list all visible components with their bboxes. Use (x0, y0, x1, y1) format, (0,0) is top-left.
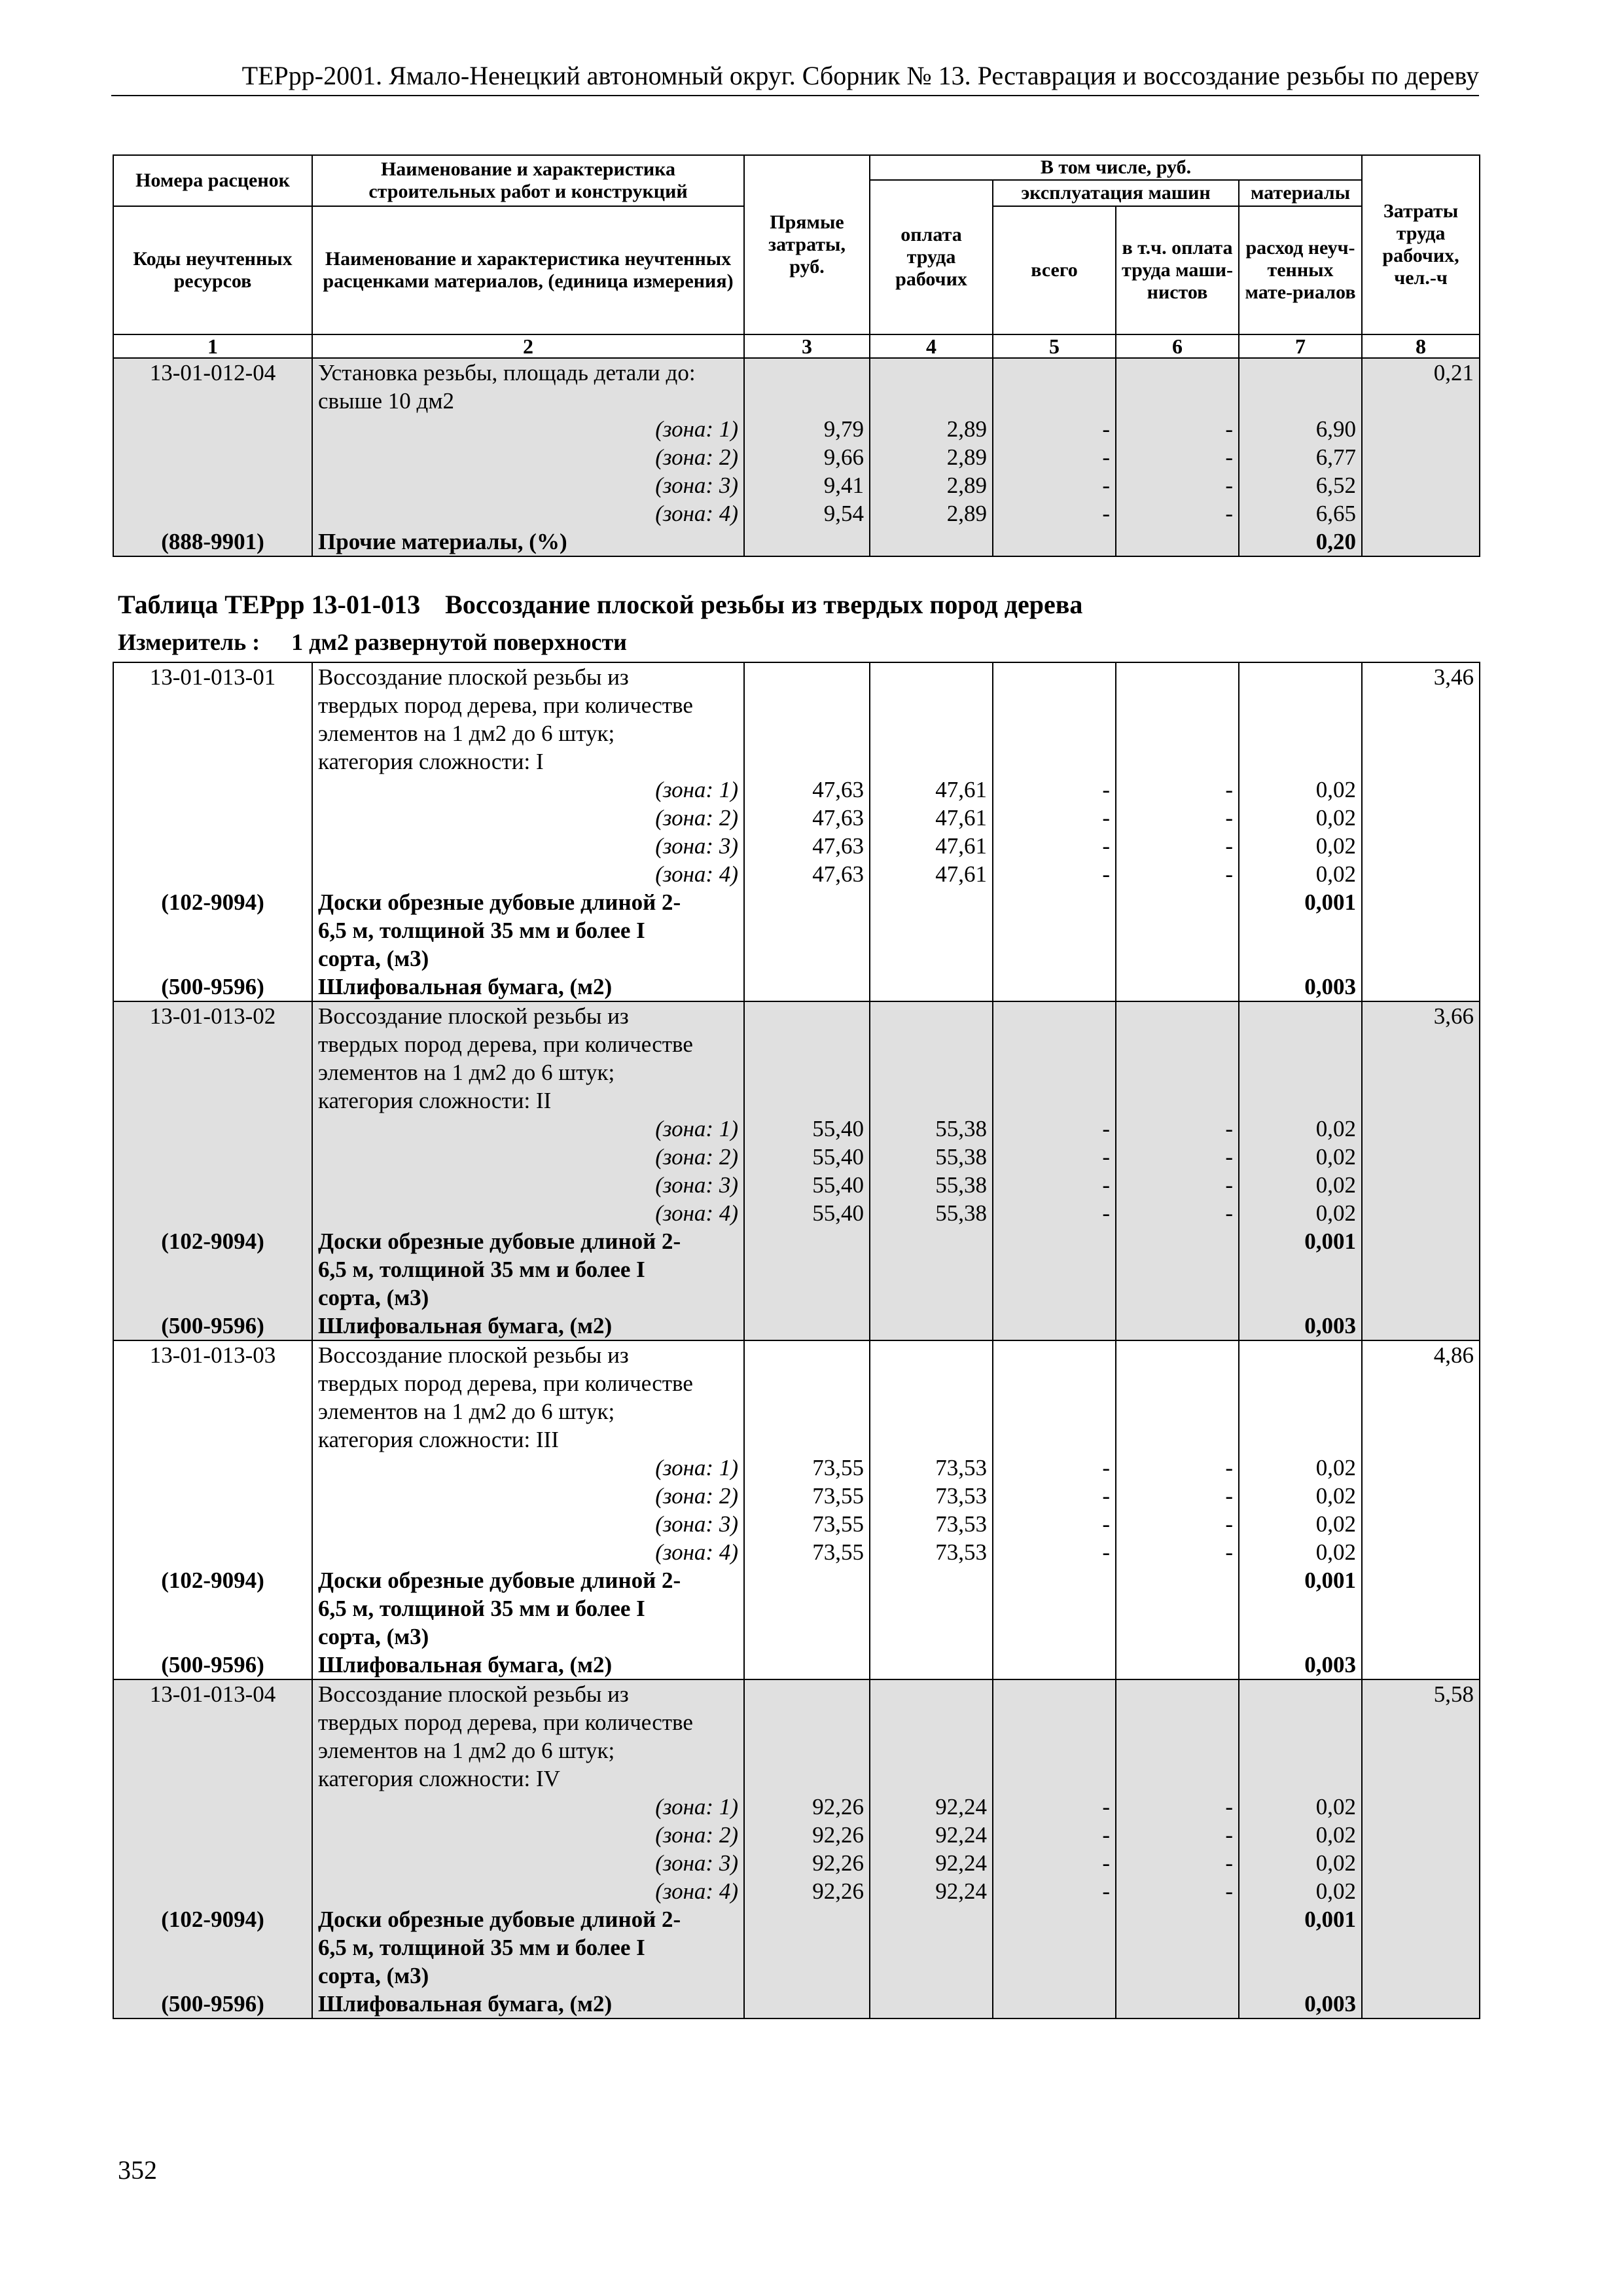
materials-cost: 0,02 (1239, 776, 1362, 804)
direct-cost: 55,40 (744, 1115, 870, 1143)
resource-code: (102-9094) (113, 1905, 312, 1933)
machines-total: - (993, 1143, 1116, 1171)
machinist-pay: - (1116, 832, 1239, 860)
col-machines: эксплуатация машин (993, 180, 1239, 206)
resource-name: 6,5 м, толщиной 35 мм и более I (312, 1594, 744, 1623)
resource-code: (500-9596) (113, 973, 312, 1001)
materials-cost: 0,02 (1239, 832, 1362, 860)
materials-cost: 6,52 (1239, 471, 1362, 499)
zone-label: (зона: 2) (312, 1821, 744, 1849)
machines-total: - (993, 860, 1116, 888)
machines-total: - (993, 1199, 1116, 1227)
labor-pay: 73,53 (870, 1454, 993, 1482)
direct-cost: 92,26 (744, 1877, 870, 1905)
machinist-pay: - (1116, 1199, 1239, 1227)
resource-code: (102-9094) (113, 1566, 312, 1594)
resource-code: (102-9094) (113, 888, 312, 916)
machinist-pay: - (1116, 1115, 1239, 1143)
resource-value: 0,20 (1239, 528, 1362, 556)
labor-pay: 55,38 (870, 1199, 993, 1227)
direct-cost: 73,55 (744, 1482, 870, 1510)
rate-category: категория сложности: III (312, 1426, 744, 1454)
col-labor-costs: Затраты труда рабочих, чел.-ч (1362, 155, 1480, 334)
machinist-pay: - (1116, 1510, 1239, 1538)
direct-cost: 47,63 (744, 776, 870, 804)
machinist-pay: - (1116, 776, 1239, 804)
zone-label: (зона: 4) (312, 860, 744, 888)
rate-code: 13-01-013-02 (113, 1001, 312, 1030)
direct-cost: 9,79 (744, 415, 870, 443)
resource-code: (500-9596) (113, 1990, 312, 2018)
col-number: 5 (993, 334, 1116, 358)
labor-value: 5,58 (1362, 1679, 1480, 1708)
resource-name: Доски обрезные дубовые длиной 2- (312, 1227, 744, 1255)
col-number: 7 (1239, 334, 1362, 358)
labor-value: 4,86 (1362, 1340, 1480, 1369)
labor-value: 0,21 (1362, 358, 1480, 387)
rate-description: элементов на 1 дм2 до 6 штук; (312, 1058, 744, 1086)
col-number: 8 (1362, 334, 1480, 358)
materials-cost: 6,90 (1239, 415, 1362, 443)
machinist-pay: - (1116, 471, 1239, 499)
rate-code: 13-01-012-04 (113, 358, 312, 387)
machines-total: - (993, 1793, 1116, 1821)
labor-pay: 73,53 (870, 1482, 993, 1510)
rate-code: 13-01-013-04 (113, 1679, 312, 1708)
resource-name: сорта, (м3) (312, 944, 744, 973)
machines-total: - (993, 1821, 1116, 1849)
rate-description: Установка резьбы, площадь детали до: (312, 358, 744, 387)
machinist-pay: - (1116, 860, 1239, 888)
measure-label: Измеритель : (118, 629, 260, 655)
direct-cost: 92,26 (744, 1821, 870, 1849)
materials-cost: 0,02 (1239, 1143, 1362, 1171)
zone-label: (зона: 3) (312, 471, 744, 499)
materials-cost: 0,02 (1239, 1482, 1362, 1510)
machines-total: - (993, 1482, 1116, 1510)
zone-label: (зона: 1) (312, 776, 744, 804)
labor-pay: 73,53 (870, 1510, 993, 1538)
resource-name: Прочие материалы, (%) (312, 528, 744, 556)
resource-name: Шлифовальная бумага, (м2) (312, 1990, 744, 2018)
labor-pay: 2,89 (870, 471, 993, 499)
resource-name: 6,5 м, толщиной 35 мм и более I (312, 916, 744, 944)
col-name-unaccounted: Наименование и характеристика неучтенных расценками материалов, (единица измерения) (312, 206, 744, 334)
resource-value: 0,003 (1239, 973, 1362, 1001)
rate-description: свыше 10 дм2 (312, 387, 744, 415)
materials-cost: 0,02 (1239, 860, 1362, 888)
direct-cost: 9,54 (744, 499, 870, 528)
resource-name: Шлифовальная бумага, (м2) (312, 1312, 744, 1340)
labor-pay: 92,24 (870, 1821, 993, 1849)
rates-table-1 (113, 154, 1480, 557)
direct-cost: 9,41 (744, 471, 870, 499)
labor-pay: 92,24 (870, 1877, 993, 1905)
machines-total: - (993, 776, 1116, 804)
resource-name: сорта, (м3) (312, 1623, 744, 1651)
machines-total: - (993, 471, 1116, 499)
machines-total: - (993, 499, 1116, 528)
machinist-pay: - (1116, 1877, 1239, 1905)
rate-description: Воссоздание плоской резьбы из (312, 662, 744, 691)
materials-cost: 0,02 (1239, 1115, 1362, 1143)
rate-description: элементов на 1 дм2 до 6 штук; (312, 719, 744, 747)
machines-total: - (993, 1510, 1116, 1538)
rate-description: твердых пород дерева, при количестве (312, 1708, 744, 1736)
machinist-pay: - (1116, 415, 1239, 443)
measure-value: 1 дм2 развернутой поверхности (291, 629, 627, 655)
resource-value: 0,001 (1239, 888, 1362, 916)
rate-code: 13-01-013-03 (113, 1340, 312, 1369)
direct-cost: 9,66 (744, 443, 870, 471)
col-number: 3 (744, 334, 870, 358)
zone-label: (зона: 4) (312, 1538, 744, 1566)
direct-cost: 92,26 (744, 1849, 870, 1877)
labor-pay: 2,89 (870, 443, 993, 471)
resource-name: Доски обрезные дубовые длиной 2- (312, 888, 744, 916)
resource-name: Доски обрезные дубовые длиной 2- (312, 1566, 744, 1594)
direct-cost: 47,63 (744, 860, 870, 888)
zone-label: (зона: 2) (312, 1143, 744, 1171)
rate-description: твердых пород дерева, при количестве (312, 691, 744, 719)
machinist-pay: - (1116, 804, 1239, 832)
direct-cost: 55,40 (744, 1199, 870, 1227)
col-direct-costs: Прямые затраты, руб. (744, 155, 870, 334)
zone-label: (зона: 1) (312, 415, 744, 443)
col-number: 6 (1116, 334, 1239, 358)
rate-category: категория сложности: II (312, 1086, 744, 1115)
direct-cost: 55,40 (744, 1171, 870, 1199)
labor-pay: 92,24 (870, 1793, 993, 1821)
resource-name: сорта, (м3) (312, 1962, 744, 1990)
col-number: 1 (113, 334, 312, 358)
col-materials: материалы (1239, 180, 1362, 206)
labor-pay: 55,38 (870, 1143, 993, 1171)
materials-cost: 6,65 (1239, 499, 1362, 528)
machinist-pay: - (1116, 1793, 1239, 1821)
machines-total: - (993, 415, 1116, 443)
machines-total: - (993, 1538, 1116, 1566)
machines-total: - (993, 832, 1116, 860)
materials-cost: 0,02 (1239, 1538, 1362, 1566)
materials-cost: 0,02 (1239, 804, 1362, 832)
zone-label: (зона: 1) (312, 1793, 744, 1821)
zone-label: (зона: 3) (312, 832, 744, 860)
zone-label: (зона: 3) (312, 1849, 744, 1877)
zone-label: (зона: 1) (312, 1115, 744, 1143)
page-number: 352 (118, 2155, 157, 2185)
materials-cost: 6,77 (1239, 443, 1362, 471)
resource-name: Доски обрезные дубовые длиной 2- (312, 1905, 744, 1933)
direct-cost: 73,55 (744, 1454, 870, 1482)
resource-name: сорта, (м3) (312, 1283, 744, 1312)
col-including: В том числе, руб. (870, 155, 1362, 180)
machinist-pay: - (1116, 1454, 1239, 1482)
materials-cost: 0,02 (1239, 1199, 1362, 1227)
machinist-pay: - (1116, 1821, 1239, 1849)
machinist-pay: - (1116, 1538, 1239, 1566)
col-codes: Коды неучтенных ресурсов (113, 206, 312, 334)
rate-code: 13-01-013-01 (113, 662, 312, 691)
labor-pay: 47,61 (870, 804, 993, 832)
resource-value: 0,001 (1239, 1227, 1362, 1255)
rate-description: твердых пород дерева, при количестве (312, 1369, 744, 1397)
resource-code: (500-9596) (113, 1651, 312, 1679)
resource-code: (500-9596) (113, 1312, 312, 1340)
col-machinist-pay: в т.ч. оплата труда маши-нистов (1116, 206, 1239, 334)
resource-name: 6,5 м, толщиной 35 мм и более I (312, 1255, 744, 1283)
labor-pay: 47,61 (870, 860, 993, 888)
machines-total: - (993, 1171, 1116, 1199)
resource-name: Шлифовальная бумага, (м2) (312, 973, 744, 1001)
materials-cost: 0,02 (1239, 1171, 1362, 1199)
labor-pay: 2,89 (870, 499, 993, 528)
labor-pay: 55,38 (870, 1115, 993, 1143)
table-id: Таблица ТЕРрр 13-01-013 (118, 590, 421, 619)
machinist-pay: - (1116, 1849, 1239, 1877)
rate-description: Воссоздание плоской резьбы из (312, 1679, 744, 1708)
direct-cost: 47,63 (744, 804, 870, 832)
materials-cost: 0,02 (1239, 1849, 1362, 1877)
machinist-pay: - (1116, 1143, 1239, 1171)
labor-pay: 55,38 (870, 1171, 993, 1199)
labor-pay: 47,61 (870, 776, 993, 804)
machines-total: - (993, 1849, 1116, 1877)
machinist-pay: - (1116, 1482, 1239, 1510)
zone-label: (зона: 3) (312, 1171, 744, 1199)
resource-code: (102-9094) (113, 1227, 312, 1255)
machines-total: - (993, 1877, 1116, 1905)
resource-name: Шлифовальная бумага, (м2) (312, 1651, 744, 1679)
materials-cost: 0,02 (1239, 1510, 1362, 1538)
table-name: Воссоздание плоской резьбы из твердых пород дерева (445, 590, 1083, 619)
direct-cost: 73,55 (744, 1538, 870, 1566)
direct-cost: 92,26 (744, 1793, 870, 1821)
machinist-pay: - (1116, 1171, 1239, 1199)
col-number: 4 (870, 334, 993, 358)
resource-name: 6,5 м, толщиной 35 мм и более I (312, 1933, 744, 1962)
materials-cost: 0,02 (1239, 1877, 1362, 1905)
direct-cost: 55,40 (744, 1143, 870, 1171)
rates-table-2 (113, 662, 1480, 2019)
labor-pay: 73,53 (870, 1538, 993, 1566)
direct-cost: 47,63 (744, 832, 870, 860)
zone-label: (зона: 4) (312, 499, 744, 528)
rate-category: категория сложности: I (312, 747, 744, 776)
rate-description: элементов на 1 дм2 до 6 штук; (312, 1397, 744, 1426)
resource-value: 0,003 (1239, 1651, 1362, 1679)
machines-total: - (993, 804, 1116, 832)
rate-description: Воссоздание плоской резьбы из (312, 1340, 744, 1369)
measure-line (118, 628, 627, 656)
table-title (118, 589, 1082, 620)
machines-total: - (993, 443, 1116, 471)
resource-value: 0,003 (1239, 1312, 1362, 1340)
direct-cost: 73,55 (744, 1510, 870, 1538)
materials-cost: 0,02 (1239, 1454, 1362, 1482)
zone-label: (зона: 2) (312, 804, 744, 832)
zone-label: (зона: 1) (312, 1454, 744, 1482)
resource-code: (888-9901) (113, 528, 312, 556)
materials-cost: 0,02 (1239, 1821, 1362, 1849)
labor-pay: 2,89 (870, 415, 993, 443)
resource-value: 0,001 (1239, 1905, 1362, 1933)
rate-description: Воссоздание плоской резьбы из (312, 1001, 744, 1030)
labor-value: 3,66 (1362, 1001, 1480, 1030)
col-labor-pay: оплата труда рабочих (870, 180, 993, 334)
zone-label: (зона: 2) (312, 1482, 744, 1510)
zone-label: (зона: 2) (312, 443, 744, 471)
col-number: 2 (312, 334, 744, 358)
machinist-pay: - (1116, 443, 1239, 471)
materials-cost: 0,02 (1239, 1793, 1362, 1821)
col-machines-total: всего (993, 206, 1116, 334)
col-unaccounted-materials: расход неуч-тенных мате-риалов (1239, 206, 1362, 334)
zone-label: (зона: 4) (312, 1199, 744, 1227)
col-rates-numbers: Номера расценок (113, 155, 312, 206)
zone-label: (зона: 4) (312, 1877, 744, 1905)
rate-category: категория сложности: IV (312, 1765, 744, 1793)
rate-description: элементов на 1 дм2 до 6 штук; (312, 1736, 744, 1765)
resource-value: 0,003 (1239, 1990, 1362, 2018)
labor-pay: 92,24 (870, 1849, 993, 1877)
page-header: ТЕРрр-2001. Ямало-Ненецкий автономный округ. Сборник № 13. Реставрация и воссоздание резьбы по дереву (111, 60, 1479, 96)
machines-total: - (993, 1454, 1116, 1482)
col-name-characteristic: Наименование и характеристика строительных работ и конструкций (312, 155, 744, 206)
machinist-pay: - (1116, 499, 1239, 528)
zone-label: (зона: 3) (312, 1510, 744, 1538)
rate-description: твердых пород дерева, при количестве (312, 1030, 744, 1058)
labor-value: 3,46 (1362, 662, 1480, 691)
labor-pay: 47,61 (870, 832, 993, 860)
resource-value: 0,001 (1239, 1566, 1362, 1594)
machines-total: - (993, 1115, 1116, 1143)
